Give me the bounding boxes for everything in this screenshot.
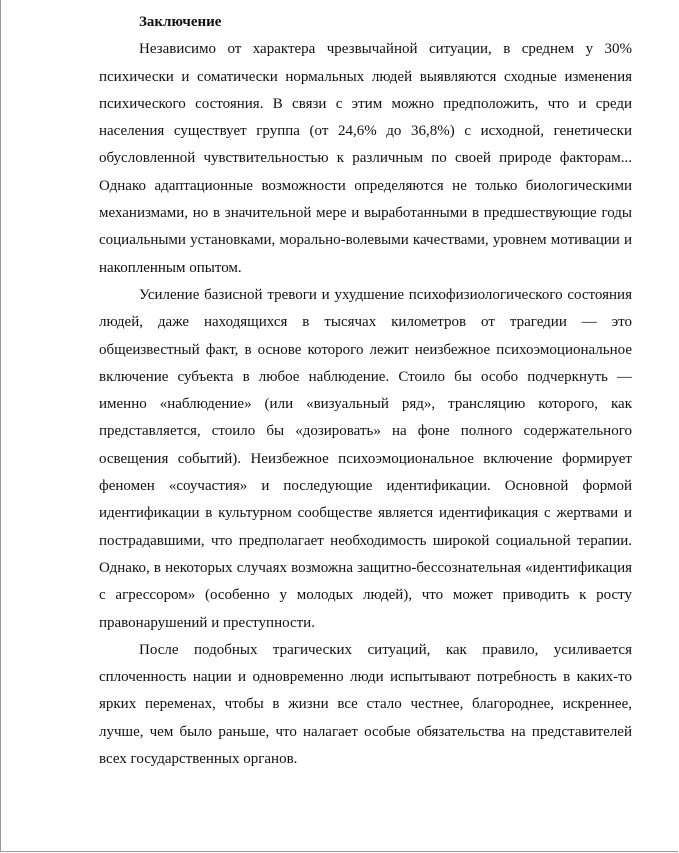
document-body <box>99 9 632 773</box>
paragraph-2: Усиление базисной тревоги и ухудшение психофизиологического состояния людей, даже находящихся в тысячах километров от трагедии — это общеизвестный факт, в основе которого лежит неизбежное психоэмоциональное включение субъекта в любое наблюдение. Стоило бы особо подчеркнуть — именно «наблюдение» (или «визуальный ряд», трансляцию которого, как представляется, стоило бы «дозировать» на фоне полного содержательного освещения событий). Неизбежное психоэмоциональное включение формирует феномен «соучастия» и последующие идентификации. Основной формой идентификации в культурном сообществе является идентификация с жертвами и пострадавшими, что предполагает необходимость широкой социальной терапии. Однако, в некоторых случаях возможна защитно-бессознательная «идентификация с агрессором» (особенно у молодых людей), что может приводить к росту правонарушений и преступности. <box>99 286 632 631</box>
paragraph-3: После подобных трагических ситуаций, как правило, усиливается сплоченность нации и одновременно люди испытывают потребность в каких-то ярких переменах, чтобы в жизни все стало честнее, благороднее, искреннее, лучше, чем было раньше, что налагает особые обязательства на представителей всех государственных органов. <box>99 641 632 768</box>
paragraph-1: Независимо от характера чрезвычайной ситуации, в среднем у 30% психически и соматически нормальных людей выявляются сходные изменения психического состояния. В связи с этим можно предположить, что и среди населения существует группа (от 24,6% до 36,8%) с исходной, генетически обусловленной чувствительностью к различным по своей природе факторам... Однако адаптационные возможности определяются не только биологическими механизмами, но в значительной мере и выработанными в предшествующие годы социальными установками, морально-волевыми качествами, уровнем мотивации и накопленным опытом. <box>99 41 632 276</box>
section-heading: Заключение <box>139 14 222 30</box>
